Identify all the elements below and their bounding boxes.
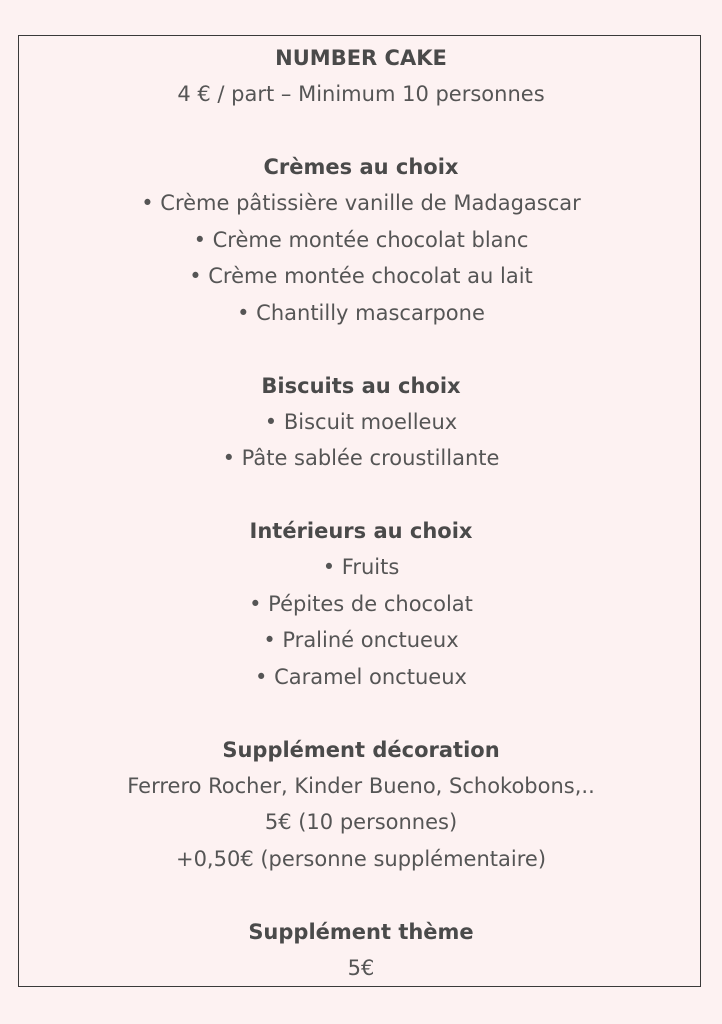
list-item: +0,50€ (personne supplémentaire) — [175, 846, 547, 871]
price-line: 4 € / part – Minimum 10 personnes — [177, 82, 545, 106]
section-heading: Crèmes au choix — [263, 155, 459, 179]
list-item: • Crème pâtissière vanille de Madagascar — [141, 191, 581, 215]
list-item: • Chantilly mascarpone — [237, 300, 485, 325]
list-item: 5€ (10 personnes) — [264, 810, 458, 834]
list-item: 5€ — [347, 955, 375, 980]
list-item: • Biscuit moelleux — [264, 409, 458, 434]
list-item: • Caramel onctueux — [255, 664, 467, 689]
list-item: • Pâte sablée croustillante — [222, 446, 500, 470]
menu-content — [0, 40, 722, 986]
section-supplement-theme — [0, 914, 722, 987]
list-item: • Fruits — [322, 555, 400, 579]
section-heading: Intérieurs au choix — [249, 519, 473, 543]
list-item: • Praliné onctueux — [263, 628, 459, 652]
section-interieurs — [0, 513, 722, 695]
section-heading: Biscuits au choix — [261, 373, 461, 398]
section-biscuits — [0, 368, 722, 477]
section-cremes — [0, 149, 722, 331]
section-heading: Supplément décoration — [222, 737, 500, 762]
list-item: Ferrero Rocher, Kinder Bueno, Schokobons,.. — [127, 773, 595, 798]
list-item: • Crème montée chocolat au lait — [189, 264, 533, 288]
section-supplement-decoration — [0, 732, 722, 878]
section-heading: Supplément thème — [248, 919, 474, 944]
list-item: • Pépites de chocolat — [249, 591, 473, 616]
list-item: • Crème montée chocolat blanc — [193, 227, 529, 252]
menu-title: NUMBER CAKE — [275, 46, 447, 70]
